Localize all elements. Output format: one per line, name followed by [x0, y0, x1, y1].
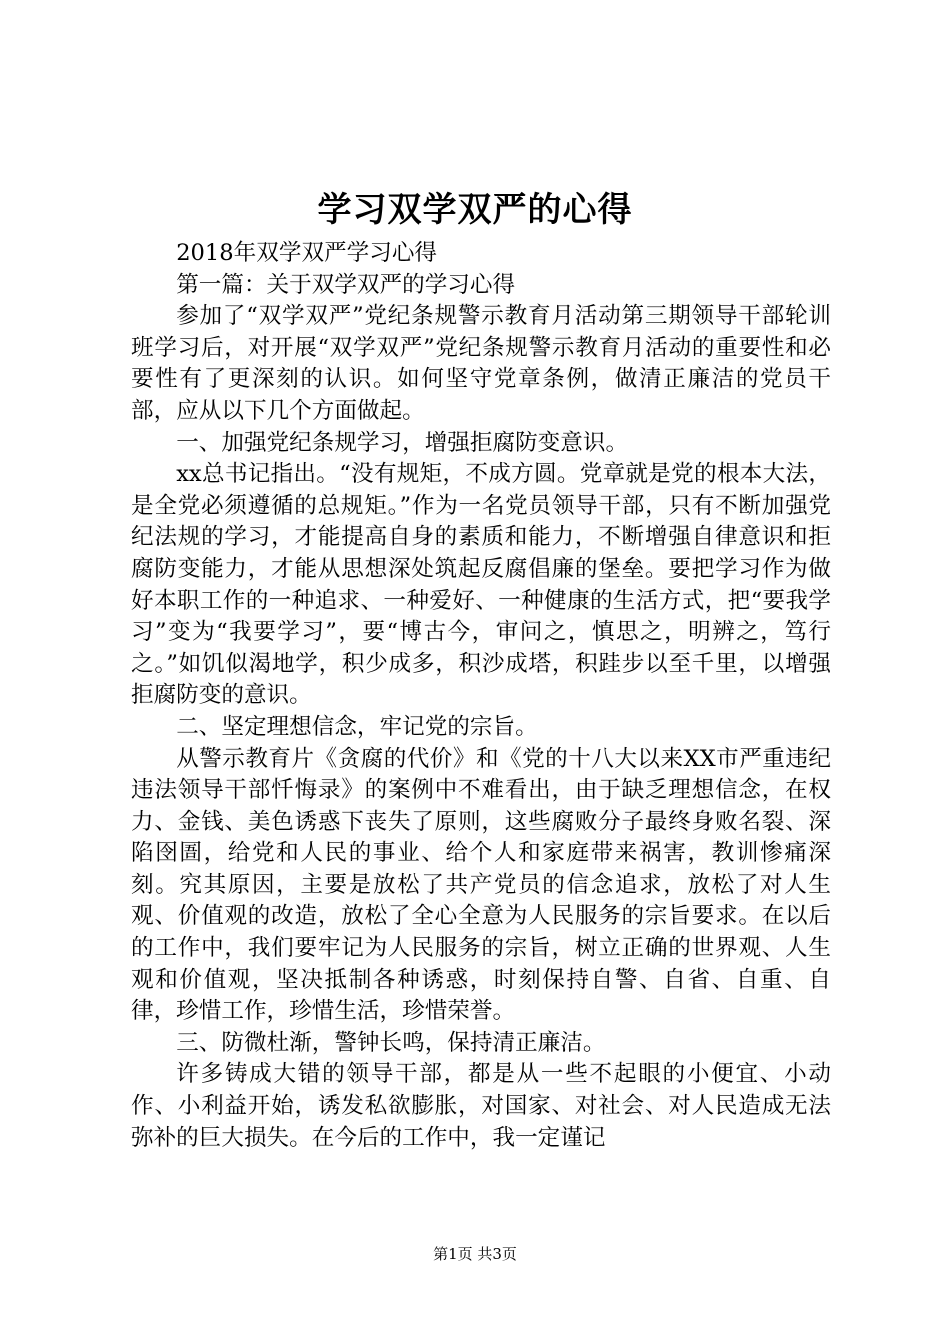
paragraph-point-heading: 三、防微杜渐，警钟长鸣，保持清正廉洁。 [176, 1029, 606, 1056]
page-footer: 第1页 共3页 [433, 1245, 517, 1263]
document-body [131, 238, 831, 1154]
paragraph-section-heading: 第一篇：关于双学双严的学习心得 [176, 271, 516, 298]
paragraph-point-heading: 二、坚定理想信念，牢记党的宗旨。 [176, 713, 538, 740]
paragraph: 许多铸成大错的领导干部，都是从一些不起眼的小便宜、小动作、小利益开始，诱发私欲膨胀，对国家、对社会、对人民造成无法弥补的巨大损失。在今后的工作中，我一定谨记 [131, 1061, 831, 1151]
document-title: 学习双学双严的心得 [317, 190, 633, 230]
paragraph: 从警示教育片《贪腐的代价》和《党的十八大以来XX市严重违纪违法领导干部忏悔录》的案例中不难看出，由于缺乏理想信念，在权力、金钱、美色诱惑下丧失了原则，这些腐败分子最终身败名裂、深陷囹圄，给党和人民的事业、给个人和家庭带来祸害，教训惨痛深刻。究其原因，主要是放松了共产党员的信念追求，放松了对人生观、价值观的改造，放松了全心全意为人民服务的宗旨要求。在以后的工作中，我们要牢记为人民服务的宗旨，树立正确的世界观、人生观和价值观，坚决抵制各种诱惑，时刻保持自警、自省、自重、自律，珍惜工作，珍惜生活，珍惜荣誉。 [131, 745, 831, 1025]
paragraph-point-heading: 一、加强党纪条规学习，增强拒腐防变意识。 [176, 429, 629, 456]
paragraph: xx总书记指出。“没有规矩，不成方圆。党章就是党的根本大法，是全党必须遵循的总规矩。”作为一名党员领导干部，只有不断加强党纪法规的学习，才能提高自身的素质和能力，不断增强自律意识和拒腐防变能力，才能从思想深处筑起反腐倡廉的堡垒。要把学习作为做好本职工作的一种追求、一种爱好、一种健康的生活方式，把“要我学习”变为“我要学习”，要“博古今，审问之，慎思之，明辨之，笃行之。”如饥似渴地学，积少成多，积沙成塔，积跬步以至千里，以增强拒腐防变的意识。 [131, 461, 831, 709]
paragraph: 参加了“双学双严”党纪条规警示教育月活动第三期领导干部轮训班学习后，对开展“双学双严”党纪条规警示教育月活动的重要性和必要性有了更深刻的认识。如何坚守党章条例，做清正廉洁的党员干部，应从以下几个方面做起。 [131, 303, 831, 424]
paragraph-subtitle: 2018年双学双严学习心得 [176, 240, 438, 266]
